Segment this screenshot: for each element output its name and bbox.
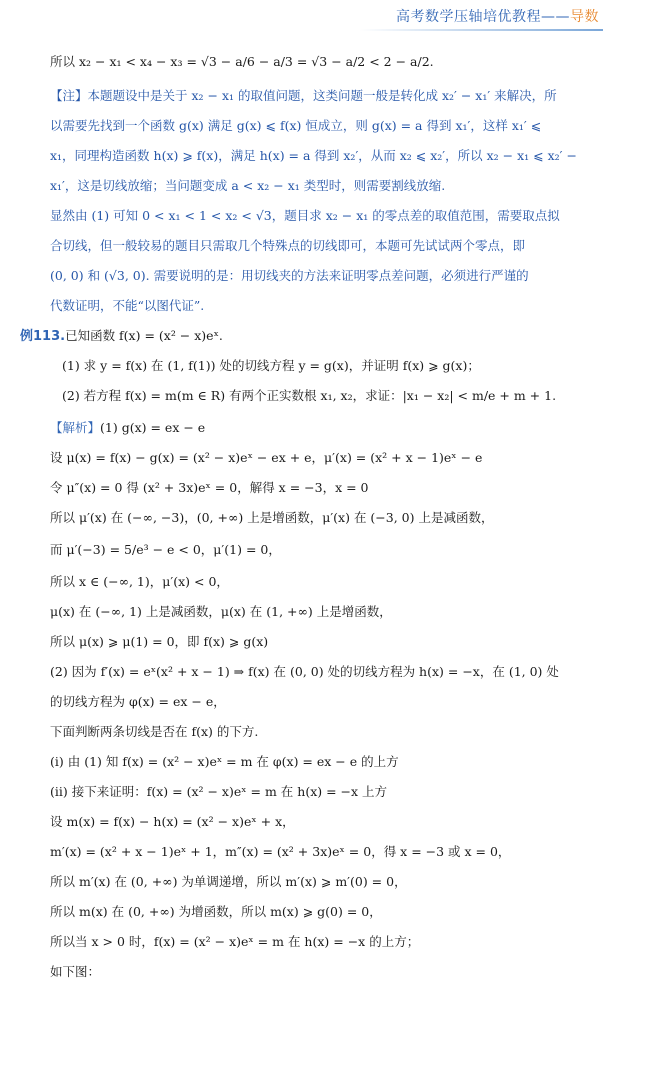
- text-line: [50, 633, 268, 651]
- line-text: 以需要先找到一个函数 g(x) 满足 g(x) ⩽ f(x) 恒成立，则 g(x) = a 得到 x₁′，这样 x₁′ ⩽: [50, 118, 542, 133]
- text-line: [50, 723, 258, 741]
- line-text: 所以 μ(x) ⩾ μ(1) = 0，即 f(x) ⩾ g(x): [50, 634, 269, 649]
- line-text: 的切线方程为 φ(x) = ex − e，: [50, 694, 226, 709]
- solution-tag: 【解析】: [50, 420, 101, 435]
- text-line: [62, 357, 480, 375]
- line-text: (2) 若方程 f(x) = m(m ∈ R) 有两个正实数根 x₁, x₂，求证：|x₁ − x₂| < m/e + m + 1.: [62, 388, 557, 403]
- line-text: 合切线，但一般较易的题目只需取几个特殊点的切线即可，本题可先试试两个零点，即: [50, 238, 526, 253]
- line-text: 设 m(x) = f(x) − h(x) = (x² − x)eˣ + x，: [50, 814, 295, 829]
- text-line: [50, 783, 387, 801]
- text-line: [50, 177, 445, 195]
- header-accent: 导数: [570, 9, 599, 25]
- text-line: [50, 53, 434, 71]
- text-line: [50, 419, 205, 437]
- text-line: [50, 449, 482, 467]
- text-line: [50, 693, 226, 711]
- running-header: [396, 6, 599, 26]
- text-line: [50, 147, 577, 165]
- line-text: (1) 求 y = f(x) 在 (1, f(1)) 处的切线方程 y = g(x)，并证明 f(x) ⩾ g(x)；: [62, 358, 480, 373]
- line-text: 所以 x ∈ (−∞, 1)，μ′(x) < 0，: [50, 574, 229, 589]
- text-line: [62, 387, 556, 405]
- line-text: 代数证明，不能“以图代证”.: [50, 298, 205, 313]
- text-line: [50, 813, 295, 831]
- line-text: 所以 m′(x) 在 (0, +∞) 为单调递增，所以 m′(x) ⩾ m′(0) = 0，: [50, 874, 407, 889]
- text-line: [50, 603, 392, 621]
- line-text: (i) 由 (1) 知 f(x) = (x² − x)eˣ = m 在 φ(x) = ex − e 的上方: [50, 754, 399, 769]
- example-number: 例113.: [20, 329, 66, 344]
- line-text: 令 μ″(x) = 0 得 (x² + 3x)eˣ = 0，解得 x = −3，x = 0: [50, 480, 369, 495]
- line-text: 所以 μ′(x) 在 (−∞, −3)，(0, +∞) 上是增函数，μ′(x) 在 (−3, 0) 上是减函数，: [50, 510, 494, 525]
- line-text: x₁，同理构造函数 h(x) ⩾ f(x)，满足 h(x) = a 得到 x₂′，从而 x₂ ⩽ x₂′，所以 x₂ − x₁ ⩽ x₂′ −: [50, 148, 577, 163]
- line-text: 【注】本题题设中是关于 x₂ − x₁ 的取值问题，这类问题一般是转化成 x₂′ − x₁′ 来解决，所: [50, 88, 557, 103]
- line-text: μ(x) 在 (−∞, 1) 上是减函数，μ(x) 在 (1, +∞) 上是增函数，: [50, 604, 392, 619]
- line-text: 设 μ(x) = f(x) − g(x) = (x² − x)eˣ − ex + e，μ′(x) = (x² + x − 1)eˣ − e: [50, 450, 483, 465]
- text-line: [50, 87, 557, 105]
- line-text: 所以当 x > 0 时，f(x) = (x² − x)eˣ = m 在 h(x) = −x 的上方；: [50, 934, 420, 949]
- text-line: [50, 479, 369, 497]
- line-text: x₁′，这是切线放缩；当问题变成 a < x₂ − x₁ 类型时，则需要割线放缩.: [50, 178, 446, 193]
- text-line: [50, 933, 419, 951]
- header-rule: [360, 29, 603, 31]
- line-text: 显然由 (1) 可知 0 < x₁ < 1 < x₂ < √3，题目求 x₂ − x₁ 的零点差的取值范围，需要取点拟: [50, 208, 560, 223]
- text-line: [50, 117, 541, 135]
- line-text: 所以 m(x) 在 (0, +∞) 为增函数，所以 m(x) ⩾ g(0) = 0，: [50, 904, 382, 919]
- text-line: [50, 509, 493, 527]
- text-line: [50, 903, 382, 921]
- line-text: 已知函数 f(x) = (x² − x)eˣ.: [65, 328, 223, 343]
- text-line: [50, 207, 560, 225]
- text-line: [50, 267, 529, 285]
- text-line: [20, 327, 223, 346]
- line-text: (ii) 接下来证明：f(x) = (x² − x)eˣ = m 在 h(x) = −x 上方: [50, 784, 388, 799]
- line-text: 下面判断两条切线是否在 f(x) 的下方.: [50, 724, 259, 739]
- text-line: [50, 843, 510, 861]
- text-line: [50, 297, 204, 315]
- text-line: [50, 237, 525, 255]
- line-text: (2) 因为 f′(x) = eˣ(x² + x − 1) ⇒ f(x) 在 (0, 0) 处的切线方程为 h(x) = −x，在 (1, 0) 处: [50, 664, 559, 679]
- header-title: 高考数学压轴培优教程——: [396, 9, 570, 25]
- text-line: [50, 541, 281, 559]
- text-line: [50, 753, 399, 771]
- line-text: (1) g(x) = ex − e: [100, 420, 206, 435]
- text-line: [50, 963, 100, 981]
- text-line: [50, 873, 407, 891]
- line-text: 而 μ′(−3) = 5/e³ − e < 0，μ′(1) = 0，: [50, 542, 281, 557]
- text-line: [50, 573, 229, 591]
- line-text: 所以 x₂ − x₁ < x₄ − x₃ = √3 − a/6 − a/3 = √3 − a/2 < 2 − a/2.: [50, 54, 434, 69]
- text-line: [50, 663, 559, 681]
- line-text: m′(x) = (x² + x − 1)eˣ + 1，m″(x) = (x² + 3x)eˣ = 0，得 x = −3 或 x = 0，: [50, 844, 511, 859]
- line-text: 如下图：: [50, 964, 101, 979]
- line-text: (0, 0) 和 (√3, 0). 需要说明的是：用切线夹的方法来证明零点差问题，必须进行严谨的: [50, 268, 529, 283]
